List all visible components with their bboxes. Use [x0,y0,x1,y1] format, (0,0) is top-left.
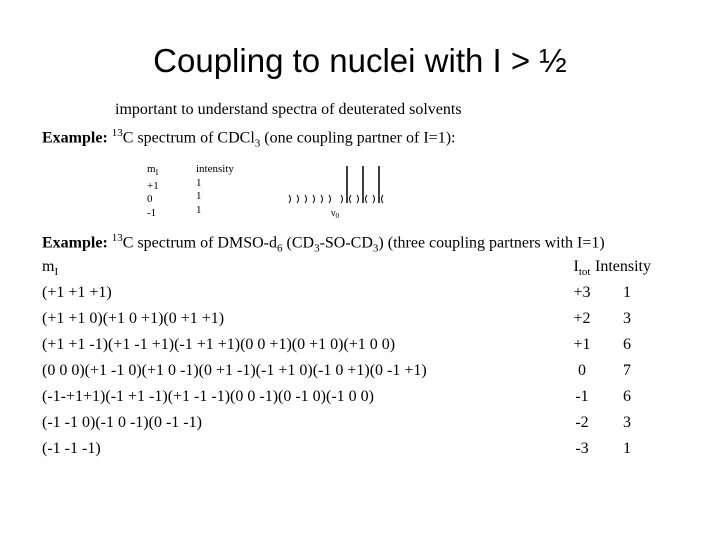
example-2-sub-6: 6 [277,242,283,255]
table-header-itot: $I_{tot}$ [573,258,591,279]
table-cell-itot: -2 [575,414,589,431]
figure-intensity-value: 1 [196,203,202,216]
table-row [42,310,682,334]
example-2-text-b: (CD [282,234,315,252]
example-1-text-a: C spectrum of CDCl [122,129,255,147]
table-cell-intensity: 1 [623,284,631,301]
example-2-sub-3b: 3 [372,242,379,255]
table-cell-itot: +1 [573,336,591,353]
example-2-sub-3a: 3 [314,242,320,255]
table-cell-intensity: 7 [623,362,631,379]
coupling-arcs [289,195,383,203]
table-cell-combination: (+1 +1 +1) [42,284,112,301]
table-cell-intensity: 6 [623,336,631,353]
table-cell-itot: -3 [575,440,589,457]
figure-mi-value: 0 [147,193,153,206]
table-cell-itot: +2 [573,310,591,327]
table-header-intensity: Intensity [595,258,651,275]
example-1-sub: 3 [254,137,261,150]
table-header-mi: $m_I$ [42,258,59,279]
slide-title: Coupling to nuclei with I > ½ [153,42,567,79]
table-cell-combination: (+1 +1 -1)(+1 -1 +1)(-1 +1 +1)(0 0 +1)(0 +1 0)(+1 0 0) [42,336,396,353]
example-1-text-b: (one coupling partner of I=1): [260,129,456,147]
example-1-isotope-sup: 13 [111,127,123,139]
table-cell-combination: (-1 -1 0)(-1 0 -1)(0 -1 -1) [42,414,202,431]
figure-intensity-value: 1 [196,176,202,189]
nu-zero-label: $\nu_0$ [331,208,340,220]
example-2-text-c: -SO-CD [319,234,373,252]
example-1-line [42,127,455,150]
table-cell-intensity: 3 [623,414,631,431]
figure-mi-value: +1 [147,179,159,192]
table-cell-intensity: 6 [623,388,631,405]
example-2-text-d: ) (three coupling partners with I=1) [378,234,605,252]
example-2-label: Example: [42,234,108,252]
intro-text: important to understand spectra of deuterated solvents [115,101,462,118]
triplet-spectrum-lines [147,163,387,221]
table-cell-combination: (-1 -1 -1) [42,440,101,457]
example-1-label: Example: [42,129,108,147]
table-cell-combination: (+1 +1 0)(+1 0 +1)(0 +1 +1) [42,310,225,327]
table-cell-combination: (-1-+1+1)(-1 +1 -1)(+1 -1 -1)(0 0 -1)(0 -1 0)(-1 0 0) [42,388,374,405]
table-cell-itot: -1 [575,388,589,405]
example-2-isotope-sup: 13 [111,232,123,244]
figure-mi-header: $m_I$ [147,163,159,178]
table-cell-intensity: 3 [623,310,631,327]
table-row [42,414,682,438]
figure-intensity-value: 1 [196,190,202,202]
table-cell-combination: (0 0 0)(+1 -1 0)(+1 0 -1)(0 +1 -1)(-1 +1 0)(-1 0 +1)(0 -1 +1) [42,362,427,379]
figure-mi-value: -1 [147,206,157,219]
table-row [42,336,682,360]
table-cell-itot: 0 [578,362,586,379]
table-row [42,362,682,386]
figure-intensity-header: intensity [196,163,234,175]
table-row [42,284,682,308]
table-cell-intensity: 1 [623,440,631,457]
table-row [42,440,682,464]
triplet-figure [147,163,387,221]
example-2-line [42,232,605,255]
table-header [42,258,682,282]
table-cell-itot: +3 [573,284,591,301]
table-row [42,388,682,412]
example-2-text-a: C spectrum of DMSO-d [122,234,277,252]
